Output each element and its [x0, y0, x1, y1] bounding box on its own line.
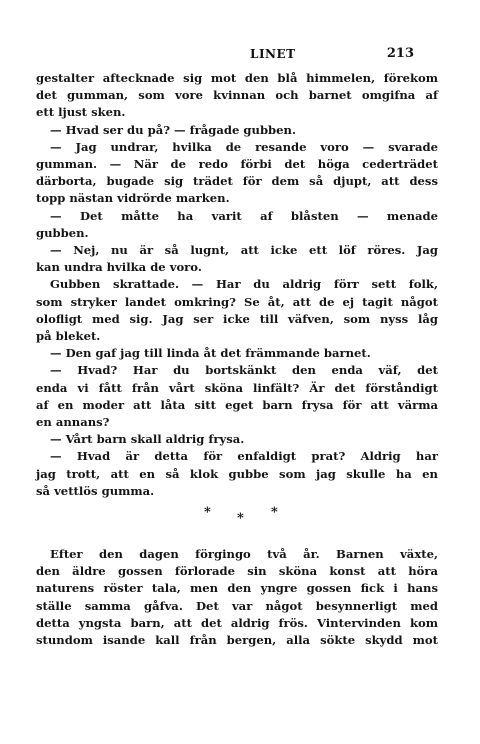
text-line: — Det måtte ha varit af blåsten — menade — [50, 208, 438, 223]
section-separator — [36, 500, 438, 527]
text-line: gubben. — [36, 225, 89, 240]
text-line: — Jag undrar, hvilka de resande voro — svarade — [50, 139, 438, 154]
text-line: topp nästan vidrörde marken. — [36, 191, 230, 206]
text-line: det gumman, som vore kvinnan och barnet omgifna af — [36, 88, 438, 103]
text-line: därborta, bugade sig trädet för dem så djupt, att dess — [36, 174, 438, 189]
text-line: gumman. — När de redo förbi det höga cederträdet — [36, 157, 438, 172]
separator-star: * — [271, 505, 278, 521]
text-line: Efter den dagen förgingo två år. Barnen växte, — [50, 547, 438, 562]
text-line: af en moder att låta sitt eget barn frysa för att värma — [36, 397, 438, 412]
text-line: naturens röster tala, men den yngre gossen fick i hans — [36, 581, 438, 596]
text-line: på bleket. — [36, 329, 101, 344]
text-line: jag trott, att en så klok gubbe som jag skulle ha en — [36, 466, 438, 481]
text-line: så vettlös gumma. — [36, 483, 155, 498]
text-line: ställe samma gåfva. Det var något besynnerligt med — [36, 598, 438, 613]
text-line: — Vårt barn skall aldrig frysa. — [50, 432, 245, 447]
text-line: en annans? — [36, 415, 110, 430]
text-line: kan undra hvilka de voro. — [36, 260, 202, 275]
text-line: — Den gaf jag till linda åt det främmande barnet. — [50, 346, 371, 361]
text-line: Gubben skrattade. — Har du aldrig förr sett folk, — [50, 277, 438, 292]
text-line: stundom isande kall från bergen, alla sökte skydd mot — [36, 633, 438, 648]
text-line: den äldre gossen förlorade sin sköna konst att höra — [36, 564, 438, 579]
text-line: — Hvad ser du på? — frågade gubben. — [50, 122, 297, 137]
text-line: — Hvad? Har du bortskänkt den enda väf, det — [50, 363, 438, 378]
text-line: detta yngsta barn, att det aldrig frös. Vintervinden kom — [36, 615, 438, 630]
page-number: 213 — [386, 46, 414, 61]
text-line: — Hvad är detta för enfaldigt prat? Aldrig har — [50, 449, 438, 464]
text-line: olofligt med sig. Jag ser icke till väfven, som nyss låg — [36, 311, 438, 326]
separator-star: * — [204, 505, 211, 521]
running-title: LINET — [250, 47, 296, 61]
text-line: — Nej, nu är så lugnt, att icke ett löf röres. Jag — [50, 243, 438, 258]
text-line: som stryker landet omkring? Se åt, att de ej tagit något — [36, 294, 438, 309]
separator-star: * — [237, 511, 244, 527]
text-line: ett ljust sken. — [36, 105, 126, 120]
body-text — [36, 70, 438, 649]
page-header — [36, 47, 444, 63]
text-line: enda vi fått från vårt sköna linfält? Är det förståndigt — [36, 380, 438, 395]
text-line: gestalter aftecknade sig mot den blå himmelen, förekom — [36, 71, 438, 85]
